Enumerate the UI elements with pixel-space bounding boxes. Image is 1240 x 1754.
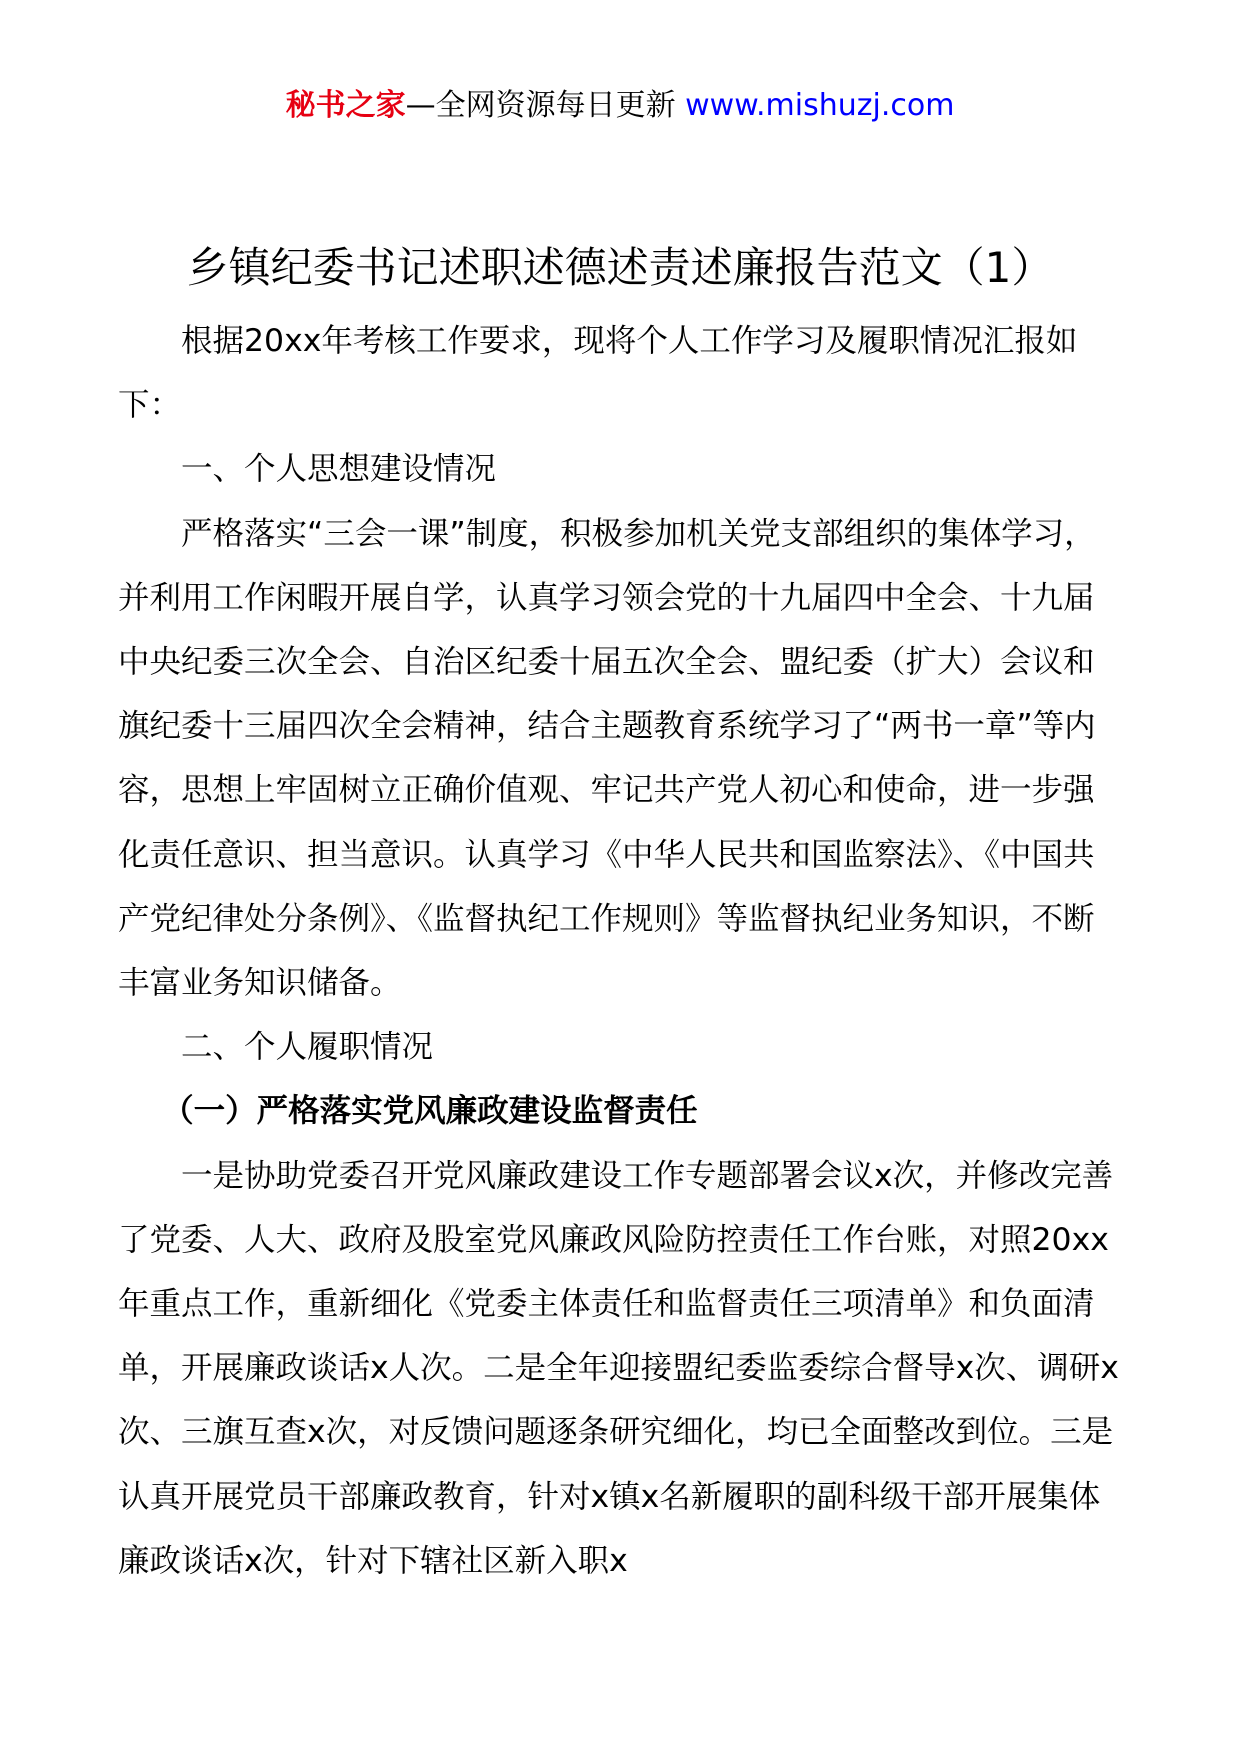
- subsection-heading: （一）严格落实党风廉政建设监督责任: [162, 1093, 698, 1130]
- site-url[interactable]: www.mishuzj.com: [685, 88, 955, 123]
- body-paragraph: 一是协助党委召开党风廉政建设工作专题部署会议x次，并修改完善了党委、人大、政府及股室党风廉政风险防控责任工作台账，对照20xx年重点工作，重新细化《党委主体责任和监督责任三项清单》和负面清单，开展廉政谈话x人次。二是全年迎接盟纪委监委综合督导x次、调研x次、三旗互查x次，对反馈问题逐条研究细化，均已全面整改到位。三是认真开展党员干部廉政教育，针对x镇x名新履职的副科级干部开展集体廉政谈话x次，针对下辖社区新入职x: [118, 1157, 1119, 1579]
- section-heading: 二、个人履职情况: [181, 1029, 434, 1066]
- body-paragraph: 严格落实“三会一课”制度，积极参加机关党支部组织的集体学习，并利用工作闲暇开展自学，认真学习领会党的十九届四中全会、十九届中央纪委三次全会、自治区纪委十届五次全会、盟纪委（扩大）会议和旗纪委十三届四次全会精神，结合主题教育系统学习了“两书一章”等内容，思想上牢固树立正确价值观、牢记共产党人初心和使命，进一步强化责任意识、担当意识。认真学习《中华人民共和国监察法》、《中国共产党纪律处分条例》、《监督执纪工作规则》等监督执纪业务知识，不断丰富业务知识储备。: [118, 515, 1096, 1002]
- site-tagline: —全网资源每日更新: [405, 88, 686, 123]
- intro-paragraph: 根据20xx年考核工作要求，现将个人工作学习及履职情况汇报如下：: [118, 323, 1078, 424]
- document-title: 乡镇纪委书记述职述德述责述廉报告范文（1）: [186, 243, 1054, 292]
- site-brand: 秘书之家: [285, 88, 406, 123]
- document-body: [118, 309, 1122, 1593]
- section-heading: 一、个人思想建设情况: [181, 451, 497, 488]
- site-header: [0, 86, 1240, 126]
